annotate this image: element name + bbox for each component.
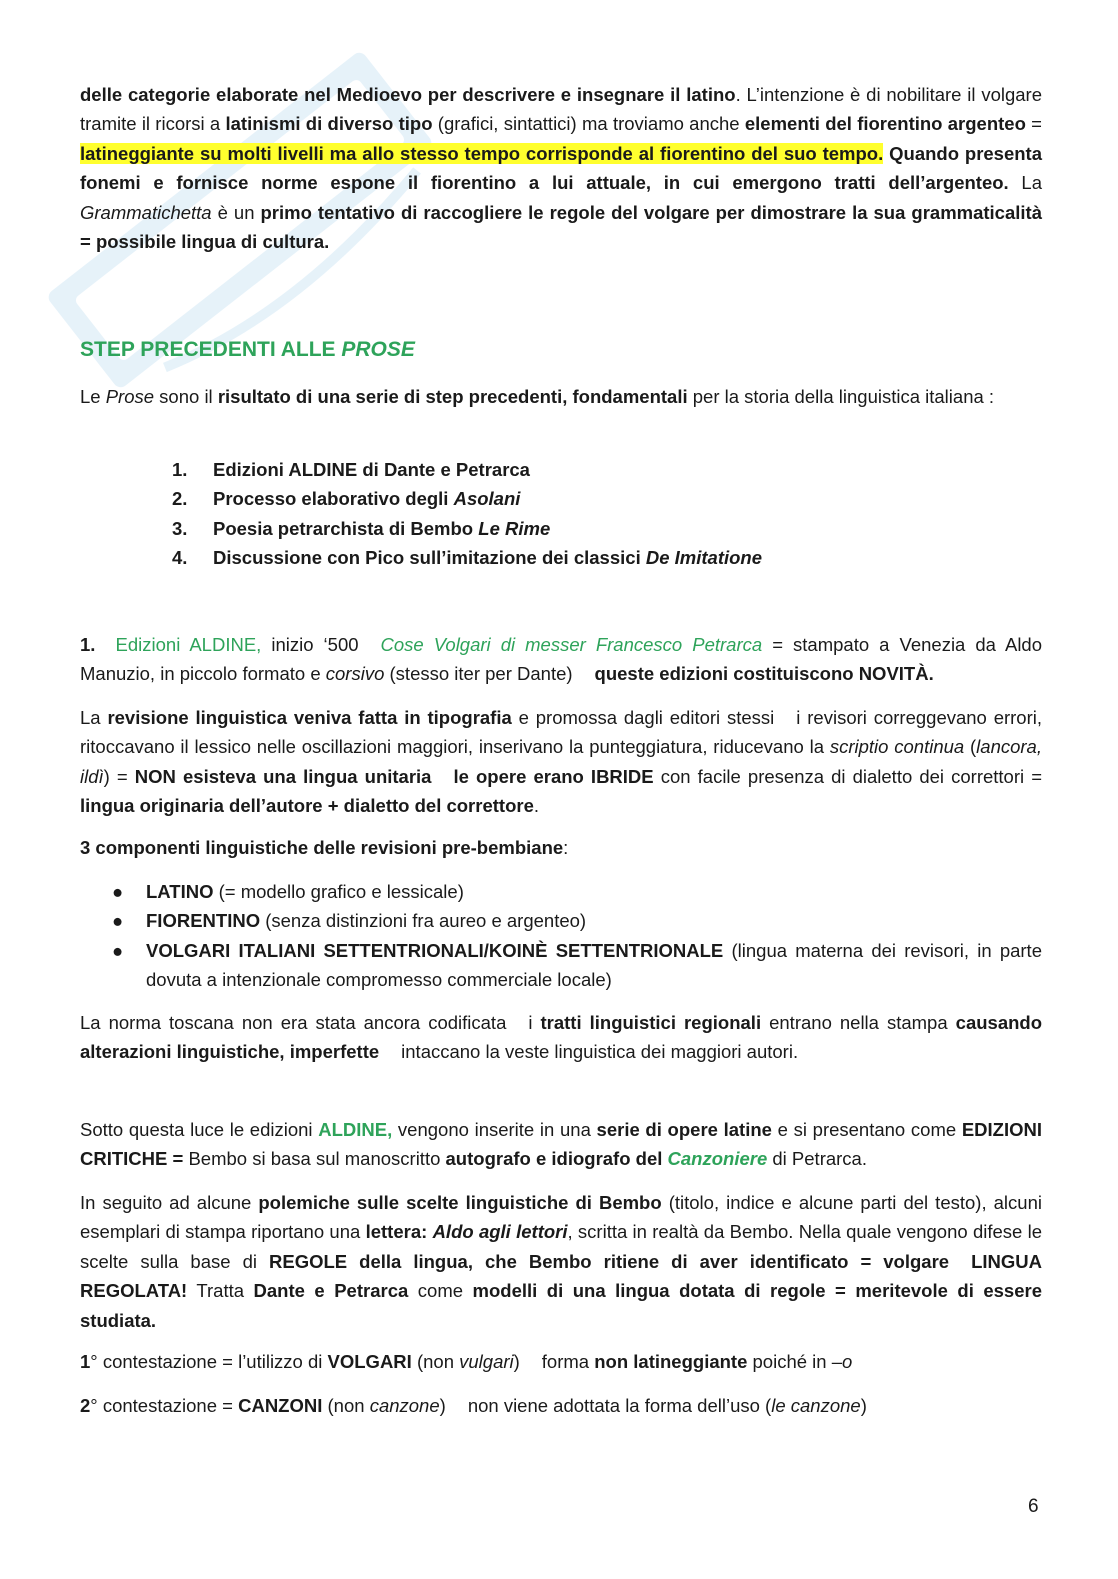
revision-text: le opere erano IBRIDE <box>453 765 654 787</box>
bullet-icon: ● <box>112 881 124 902</box>
aldine-text: inizio ‘500 <box>261 634 359 655</box>
norma-text: entrano nella stampa <box>761 1012 956 1033</box>
list-item <box>112 877 1042 906</box>
list-text-bold: FIORENTINO <box>146 910 261 932</box>
norma-text: tratti linguistici regionali <box>540 1012 762 1033</box>
contest-text: non viene adottata la forma dell’uso ( <box>467 1395 772 1416</box>
intro-text: delle categorie elaborate nel Medioevo per descrivere e insegnare il latino <box>80 84 736 105</box>
contest-text: 2 <box>80 1395 91 1416</box>
prose-intro-text: Le <box>80 386 106 407</box>
luce-text: e si presentano come <box>771 1119 962 1140</box>
list-text: Discussione con Pico sull’imitazione dei classici <box>213 547 646 569</box>
prose-intro-text: sono il <box>154 386 218 407</box>
polemiche-text: In seguito ad alcune <box>80 1192 259 1213</box>
norma-text: intaccano la veste linguistica dei maggiori autori. <box>401 1041 799 1063</box>
luce-text: Bembo si basa sul manoscritto <box>183 1148 446 1170</box>
list-number: 1. <box>172 459 188 480</box>
list-text-italic: Le Rime <box>478 517 551 539</box>
aldine-text: (stesso iter per Dante) <box>384 663 573 685</box>
contest-text: ° contestazione = <box>90 1395 239 1416</box>
intro-text: elementi del fiorentino argenteo <box>744 113 1026 135</box>
polemiche-paragraph <box>80 1188 1042 1335</box>
revision-text: . <box>533 795 539 817</box>
polemiche-text: (titolo, indice e alcune parti del testo), alcuni esemplari di stampa riportano una <box>80 1192 1042 1243</box>
luce-text: EDIZIONI CRITICHE = <box>80 1119 1043 1170</box>
steps-list <box>172 455 762 573</box>
contest-text: vulgari <box>459 1351 514 1372</box>
contest-text: le canzone <box>771 1395 861 1416</box>
intro-text: . L’intenzione è di nobilitare il volgare tramite il ricorsi a <box>80 84 1042 135</box>
components-list <box>112 877 1042 995</box>
aldine-text: = stampato a Venezia da Aldo Manuzio, in piccolo formato e <box>80 634 1043 685</box>
revision-text: con facile presenza di dialetto dei correttori = <box>653 765 1042 787</box>
contest-text: ) <box>860 1395 867 1416</box>
components-title-text: : <box>563 837 569 858</box>
list-text: Edizioni ALDINE di Dante e Petrarca <box>213 459 530 480</box>
luce-text: autografo e idiografo del <box>445 1148 668 1170</box>
polemiche-text: REGOLE della lingua, che Bembo ritiene di aver identificato = volgare <box>269 1250 950 1272</box>
list-text: (lingua materna dei revisori, in parte dovuta a intenzionale compromesso commerciale locale) <box>146 939 1042 991</box>
aldine-number: 1. <box>80 634 96 655</box>
revision-text: ) = <box>103 765 135 787</box>
list-text-bold: VOLGARI ITALIANI SETTENTRIONALI/KOINÈ SETTENTRIONALE <box>146 939 724 961</box>
list-text-bold: LATINO <box>146 881 214 902</box>
polemiche-text: lettera: <box>365 1221 433 1243</box>
contest-text: (non <box>411 1351 460 1372</box>
revision-text: NON esisteva una lingua unitaria <box>134 765 432 787</box>
polemiche-text: come <box>408 1280 473 1302</box>
prose-intro-text: Prose <box>105 386 155 407</box>
list-text: (= modello grafico e lessicale) <box>213 881 464 902</box>
intro-text: latinismi di diverso tipo <box>225 113 433 135</box>
luce-text: ALDINE, <box>318 1119 393 1140</box>
intro-paragraph <box>80 80 1042 256</box>
aldine-text: corsivo <box>325 663 385 685</box>
intro-text: è un <box>211 201 261 223</box>
list-text: Poesia petrarchista di Bembo <box>213 517 479 539</box>
list-item <box>172 484 762 513</box>
polemiche-text: LINGUA REGOLATA! <box>80 1250 1043 1302</box>
norma-paragraph <box>80 1008 1042 1067</box>
polemiche-text: modelli di una lingua dotata di regole = meritevole di essere studiata. <box>80 1280 1042 1331</box>
list-item <box>112 936 1042 995</box>
contest-text: non latineggiante <box>594 1351 748 1372</box>
contest-text: (non <box>322 1395 370 1416</box>
contestazione-2 <box>80 1391 1042 1420</box>
contest-text: canzone <box>369 1395 440 1416</box>
revision-text: La <box>80 707 108 728</box>
contestazione-1 <box>80 1347 1042 1376</box>
list-number: 4. <box>172 547 188 569</box>
heading-italic: PROSE <box>341 338 415 361</box>
aldine-work-title: Cose Volgari di messer Francesco Petrarca <box>380 634 763 655</box>
prose-intro-text: risultato di una serie di step precedenti, fondamentali <box>217 386 688 407</box>
page-number: 6 <box>1028 1496 1039 1517</box>
list-text: Processo elaborativo degli <box>213 488 454 510</box>
polemiche-text: Dante e Petrarca <box>253 1280 409 1302</box>
intro-text: Grammatichetta <box>80 201 212 223</box>
contest-text: forma <box>541 1351 595 1372</box>
components-title <box>80 833 1042 862</box>
heading-main: STEP PRECEDENTI ALLE <box>80 338 342 361</box>
intro-text: (grafici, sintattici) ma troviamo anche <box>432 113 745 135</box>
list-item <box>172 455 762 484</box>
norma-text: La norma toscana non era stata ancora codificata <box>80 1012 507 1033</box>
contest-text: ) <box>513 1351 520 1372</box>
revision-text: lingua originaria dell’autore + dialetto del correttore <box>80 795 534 817</box>
prose-intro-paragraph <box>80 382 1042 411</box>
polemiche-text: Aldo agli lettori <box>432 1221 568 1243</box>
bullet-icon: ● <box>112 910 124 932</box>
revision-text: revisione linguistica veniva fatta in tipografia <box>107 707 512 728</box>
luce-text: vengono inserite in una <box>392 1119 597 1140</box>
list-item <box>112 906 1042 935</box>
intro-text: = <box>1025 113 1042 135</box>
contest-text: ° contestazione = l’utilizzo di <box>90 1351 328 1372</box>
luce-text: Canzoniere <box>667 1148 768 1170</box>
intro-text: primo tentativo di raccogliere le regole del volgare per dimostrare la sua grammaticalità = possibile lingua di cultura. <box>80 201 1042 253</box>
list-number: 3. <box>172 517 188 539</box>
prose-intro-text: per la storia della linguistica italiana : <box>687 386 995 407</box>
list-item <box>172 514 762 543</box>
polemiche-text: , scritta in realtà da Bembo. Nella quale vengono difese le scelte sulla base di <box>80 1221 1043 1272</box>
aldine-text: queste edizioni costituiscono NOVITÀ. <box>594 663 934 685</box>
revision-paragraph <box>80 703 1042 821</box>
aldine-paragraph <box>80 630 1042 689</box>
polemiche-text: Tratta <box>187 1280 254 1302</box>
bullet-icon: ● <box>112 939 124 961</box>
revision-text: lancora, ildì <box>80 736 1042 787</box>
luce-text: Sotto questa luce le edizioni <box>80 1119 319 1140</box>
contest-text: 1 <box>80 1351 91 1372</box>
polemiche-text: polemiche sulle scelte linguistiche di Bembo <box>258 1192 662 1213</box>
revision-text: scriptio continua <box>829 736 965 758</box>
contest-text: VOLGARI <box>327 1351 412 1372</box>
contest-text: o <box>842 1351 853 1372</box>
list-text-italic: De Imitatione <box>645 547 763 569</box>
revision-text: e promossa dagli editori stessi <box>511 707 775 728</box>
components-title-text: 3 componenti linguistiche delle revisioni pre-bembiane <box>80 837 564 858</box>
intro-text: La <box>1008 172 1042 194</box>
revision-text: ( <box>964 736 977 758</box>
luce-text: serie di opere latine <box>596 1119 772 1140</box>
section-heading <box>80 336 415 364</box>
luce-paragraph <box>80 1115 1042 1174</box>
list-item <box>172 543 762 572</box>
aldine-title: Edizioni ALDINE, <box>115 634 262 655</box>
list-text-italic: Asolani <box>453 488 521 510</box>
luce-text: di Petrarca. <box>767 1148 867 1170</box>
contest-text: ) <box>439 1395 446 1416</box>
contest-text: CANZONI <box>238 1395 323 1416</box>
revision-text: i revisori correggevano errori, ritoccavano il lessico nelle oscillazioni maggiori, inserivano la punteggiatura, riducevano la <box>80 707 1043 758</box>
list-number: 2. <box>172 488 188 510</box>
list-text: (senza distinzioni fra aureo e argenteo) <box>260 910 587 932</box>
norma-text: i <box>528 1012 541 1033</box>
highlighted-text: latineggiante su molti livelli ma allo stesso tempo corrisponde al fiorentino del suo tempo. <box>80 142 884 164</box>
intro-text: Quando presenta fonemi e fornisce norme espone il fiorentino a lui attuale, in cui emergono tratti dell’argenteo. <box>80 142 1043 194</box>
contest-text: poiché in – <box>747 1351 842 1372</box>
norma-text: causando alterazioni linguistiche, imperfette <box>80 1012 1043 1063</box>
